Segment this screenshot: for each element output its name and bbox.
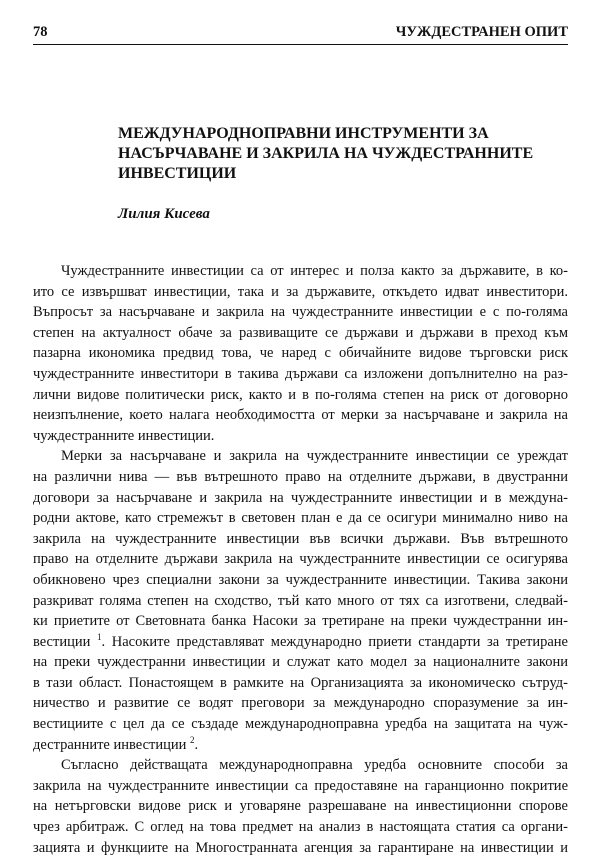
text-line: разкриват голяма степен на сходство, тъй като много от тях са изготвени, следвай- <box>33 592 568 609</box>
text-fragment: . <box>194 736 199 753</box>
text-line: на преки чуждестранни инвестиции и служат като модел за националните закони <box>33 654 568 671</box>
title-line: МЕЖДУНАРОДНОПРАВНИ ИНСТРУМЕНТИ ЗА <box>118 125 489 142</box>
text-line: чуждестранните инвестиции. <box>33 427 215 444</box>
text-line: родни актове, като стремежът в световен план е да се осигури минимално ниво на <box>33 510 568 527</box>
text-fragment: вестиции <box>33 633 97 650</box>
text-line: закрила на чуждестранните инвестиции във всички държави. Във вътрешното <box>33 530 568 547</box>
author-name: Лилия Кисева <box>118 206 210 222</box>
text-line: ито се извършват инвестиции, така и за държавите, откъдето идват инвеститори. <box>33 283 568 300</box>
text-line: право на отделните държави закрила на чуждестранните инвестиции се осигурява <box>33 551 568 568</box>
running-header <box>33 22 568 44</box>
text-line: ки приетите от Световната банка Насоки за третиране на преки чуждестранни ин- <box>33 613 568 630</box>
text-line: пазарна икономика предвид това, че наред с обичайните видове търговски риск <box>33 345 568 362</box>
text-line: на различни нива — във вътрешното право на отделните държави, в двустранни <box>33 468 568 485</box>
text-line: Съгласно действащата международноправна уредба основните способи за <box>61 757 568 774</box>
title-line: НАСЪРЧАВАНЕ И ЗАКРИЛА НА ЧУЖДЕСТРАННИТЕ <box>118 145 534 162</box>
text-fragment: . Насоките представляват международно приети стандарти за третиране <box>101 633 568 650</box>
running-title: ЧУЖДЕСТРАНЕН ОПИТ <box>395 24 568 40</box>
text-line: обикновено чрез специални закони за чуждестранните инвестиции. Такива закони <box>33 571 568 588</box>
paragraph-1 <box>33 261 568 446</box>
text-line: лични видове политически риск, както и в по-голяма степен на риск от договорно <box>33 386 568 403</box>
footnote-ref-1[interactable]: 1 <box>97 631 102 642</box>
text-line: неизпълнение, което налага необходимостта от мерки за насърчаване и закрила на <box>33 407 568 424</box>
text-line: Мерки за насърчаване и закрила на чуждестранните инвестиции се уреждат <box>61 448 568 465</box>
title-line: ИНВЕСТИЦИИ <box>118 165 237 182</box>
text-line: степен на актуалност обаче за развиващите се държави и държави в преход към <box>33 324 568 341</box>
paragraph-3 <box>33 755 568 858</box>
text-line: Въпросът за насърчаване и закрила на чуждестранните инвестиции е с по-голяма <box>33 304 568 321</box>
text-line: ничество и развитие се водят преговори за международно споразумение за ин- <box>33 695 568 712</box>
text-line: зацията и функциите на Многостранната агенция за гарантиране на инвестиции и <box>33 839 568 856</box>
text-fragment: дестранните инвестиции <box>33 736 191 753</box>
text-line: Чуждестранните инвестиции са от интерес и полза както за държавите, в ко- <box>61 263 568 279</box>
text-line-footnote-2 <box>33 735 568 756</box>
text-line: закрила на чуждестранните инвестиции са предоставяне на гаранционно покритие <box>33 777 568 794</box>
text-line: на нетърговски видове риск и уговаряне разрешаване на инвестиционни спорове <box>33 798 568 815</box>
text-line: договори за насърчаване и закрила на чуждестранните инвестиции и в междуна- <box>33 489 568 506</box>
text-line: в тази област. Понастоящем в рамките на Организацията за икономическо сътруд- <box>33 674 568 691</box>
article-title <box>118 124 538 184</box>
text-line: чуждестранните инвеститори в такива държави са изложени допълнително на раз- <box>33 365 568 382</box>
article-body <box>33 261 568 858</box>
paragraph-2 <box>33 446 568 755</box>
text-line: чрез арбитраж. С оглед на това предмет на анализ в настоящата статия са органи- <box>33 819 568 836</box>
text-line: вестициите с цел да се създаде международноправна уредба на защитата на чуж- <box>33 716 568 733</box>
footnote-ref-2[interactable]: 2 <box>190 734 195 745</box>
header-rule <box>33 44 568 45</box>
page-number: 78 <box>33 24 48 40</box>
text-line-footnote-1 <box>33 632 568 653</box>
